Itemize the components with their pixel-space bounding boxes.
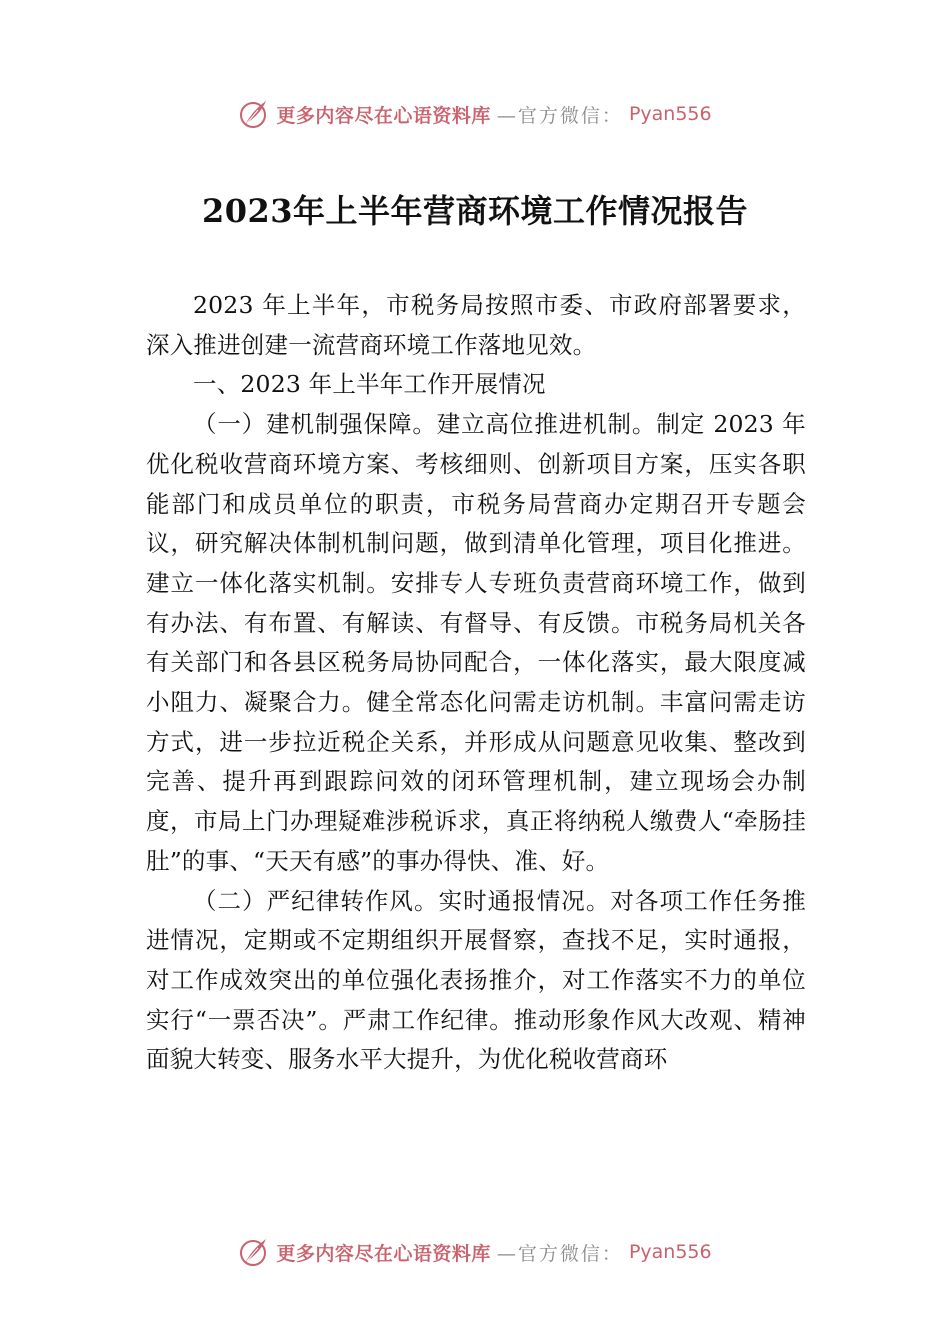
feather-quill-icon xyxy=(238,1236,270,1268)
watermark-wechat-id: Pyan556 xyxy=(628,1241,712,1263)
paragraph-section-1: （一）建机制强保障。建立高位推进机制。制定 2023 年优化税收营商环境方案、考核细则、创新项目方案，压实各职能部门和成员单位的职责，市税务局营商办定期召开专题会议，研究解决体制机制问题，做到清单化管理，项目化推进。建立一体化落实机制。安排专人专班负责营商环境工作，做到有办法、有布置、有解读、有督导、有反馈。市税务局机关各有关部门和各县区税务局协同配合，一体化落实，最大限度减小阻力、凝聚合力。健全常态化问需走访机制。丰富问需走访方式，进一步拉近税企关系，并形成从问题意见收集、整改到完善、提升再到跟踪问效的闭环管理机制，建立现场会办制度，市局上门办理疑难涉税诉求，真正将纳税人缴费人“牵肠挂肚”的事、“天天有感”的事办得快、准、好。 xyxy=(146,410,806,875)
watermark-wechat-id: Pyan556 xyxy=(628,103,712,125)
paragraph-section-2: （二）严纪律转作风。实时通报情况。对各项工作任务推进情况，定期或不定期组织开展督察，查找不足，实时通报，对工作成效突出的单位强化表扬推介，对工作落实不力的单位实行“一票否决”。严肃工作纪律。推动形象作风大改观、精神面貌大转变、服务水平大提升，为优化税收营商环 xyxy=(146,886,806,1074)
watermark-brand: 更多内容尽在心语资料库 xyxy=(276,104,491,127)
watermark-footer xyxy=(0,1232,950,1272)
feather-quill-icon xyxy=(238,98,270,130)
watermark-label: —官方微信： xyxy=(496,1242,623,1265)
paragraph-intro: 2023 年上半年，市税务局按照市委、市政府部署要求，深入推进创建一流营商环境工作落地见效。 xyxy=(146,291,806,359)
section-heading: 一、2023 年上半年工作开展情况 xyxy=(193,370,546,399)
watermark-label: —官方微信： xyxy=(496,104,623,127)
watermark-header xyxy=(0,94,950,134)
document-title: 2023年上半年营商环境工作情况报告 xyxy=(201,192,749,230)
watermark-brand: 更多内容尽在心语资料库 xyxy=(276,1242,491,1265)
document-body xyxy=(146,286,806,1080)
